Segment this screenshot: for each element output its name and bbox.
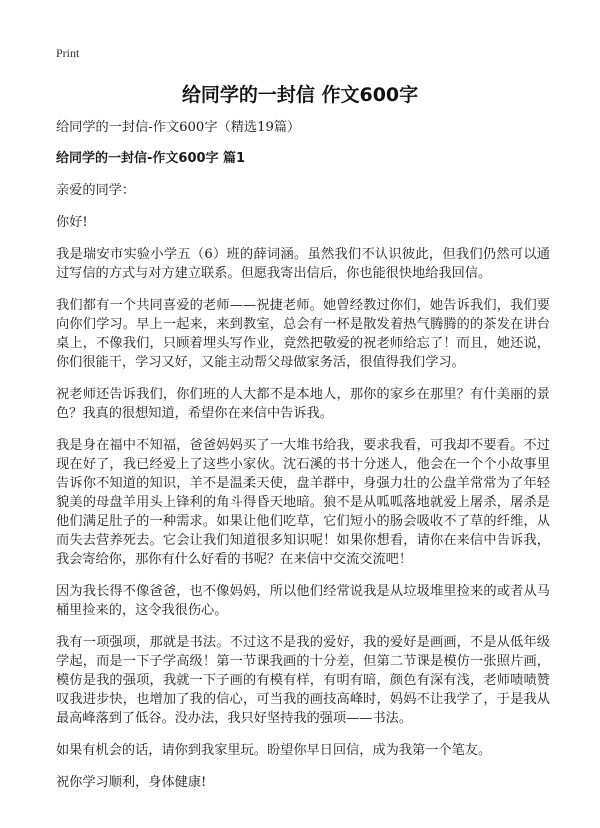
paragraph-3: 祝老师还告诉我们，你们班的人大都不是本地人，那你的家乡在那里？有什美丽的景色？我真的很想知道，希望你在来信中告诉我。 — [56, 387, 550, 421]
article-body — [56, 118, 550, 805]
paragraph-1: 我是瑞安市实验小学五（6）班的薛词涵。虽然我们不认识彼此，但我们仍然可以通过写信的方式与对方建立联系。但愿我寄出信后，你也能很快地给我回信。 — [56, 247, 550, 281]
letter-hello: 你好! — [56, 215, 88, 230]
page-title: 给同学的一封信 作文600字 — [181, 84, 419, 106]
paragraph-7: 如果有机会的话，请你到我家里玩。盼望你早日回信，成为我第一个笔友。 — [56, 743, 492, 758]
paragraph-4: 我是身在福中不知福，爸爸妈妈买了一大堆书给我，要求我看，可我却不要看。不过现在好了，我已经爱上了这些小家伙。沈石溪的书十分迷人，他会在一个个小故事里告诉你不知道的知识，羊不是温柔天使，盘羊群中，身强力壮的公盘羊常常为了年轻貌美的母盘羊用头上锋利的角斗得昏天地暗。狼不是从呱呱落地就爱上屠杀，屠杀是他们满足肚子的一种需求。如果让他们吃草，它们短小的肠会吸收不了草的纤维，从而失去营养死去。它会让我们知道很多知识呢！如果你想看，请你在来信中告诉我，我会寄给你，那你有什么好看的书呢？在来信中交流交流吧！ — [56, 438, 550, 567]
paragraph-6: 我有一项强项，那就是书法。不过这不是我的爱好，我的爱好是画画，不是从低年级学起，而是一下子学高级！第一节课我画的十分差，但第二节课是模仿一张照片画，模仿是我的强项，我就一下子画的有模有样，有明有暗，颜色有深有浅，老师啧啧赞叹我进步快，也增加了我的信心，可当我的画技高峰时，妈妈不让我学了，于是我从最高峰落到了低谷。没办法，我只好坚持我的强项——书法。 — [56, 635, 550, 726]
letter-closing: 祝你学习顺利，身体健康! — [56, 775, 207, 790]
article-subtitle: 给同学的一封信-作文600字（精选19篇） — [56, 120, 301, 135]
print-label[interactable]: Print — [56, 46, 80, 60]
section-heading: 给同学的一封信-作文600字 篇1 — [56, 151, 246, 166]
paragraph-2: 我们都有一个共同喜爱的老师——祝捷老师。她曾经教过你们，她告诉我们，我们要向你们学习。早上一起来，来到教室，总会有一杯是散发着热气腾腾的的茶发在讲台桌上，不像我们，只顾着埋头写作业，竟然把敬爱的祝老师给忘了！而且，她还说，你们很能干，学习又好，又能主动帮父母做家务活，很值得我们学习。 — [56, 298, 550, 370]
paragraph-5: 因为我长得不像爸爸，也不像妈妈，所以他们经常说我是从垃圾堆里捡来的或者从马桶里捡来的，这令我很伤心。 — [56, 584, 550, 618]
letter-greeting: 亲爱的同学： — [56, 183, 136, 198]
